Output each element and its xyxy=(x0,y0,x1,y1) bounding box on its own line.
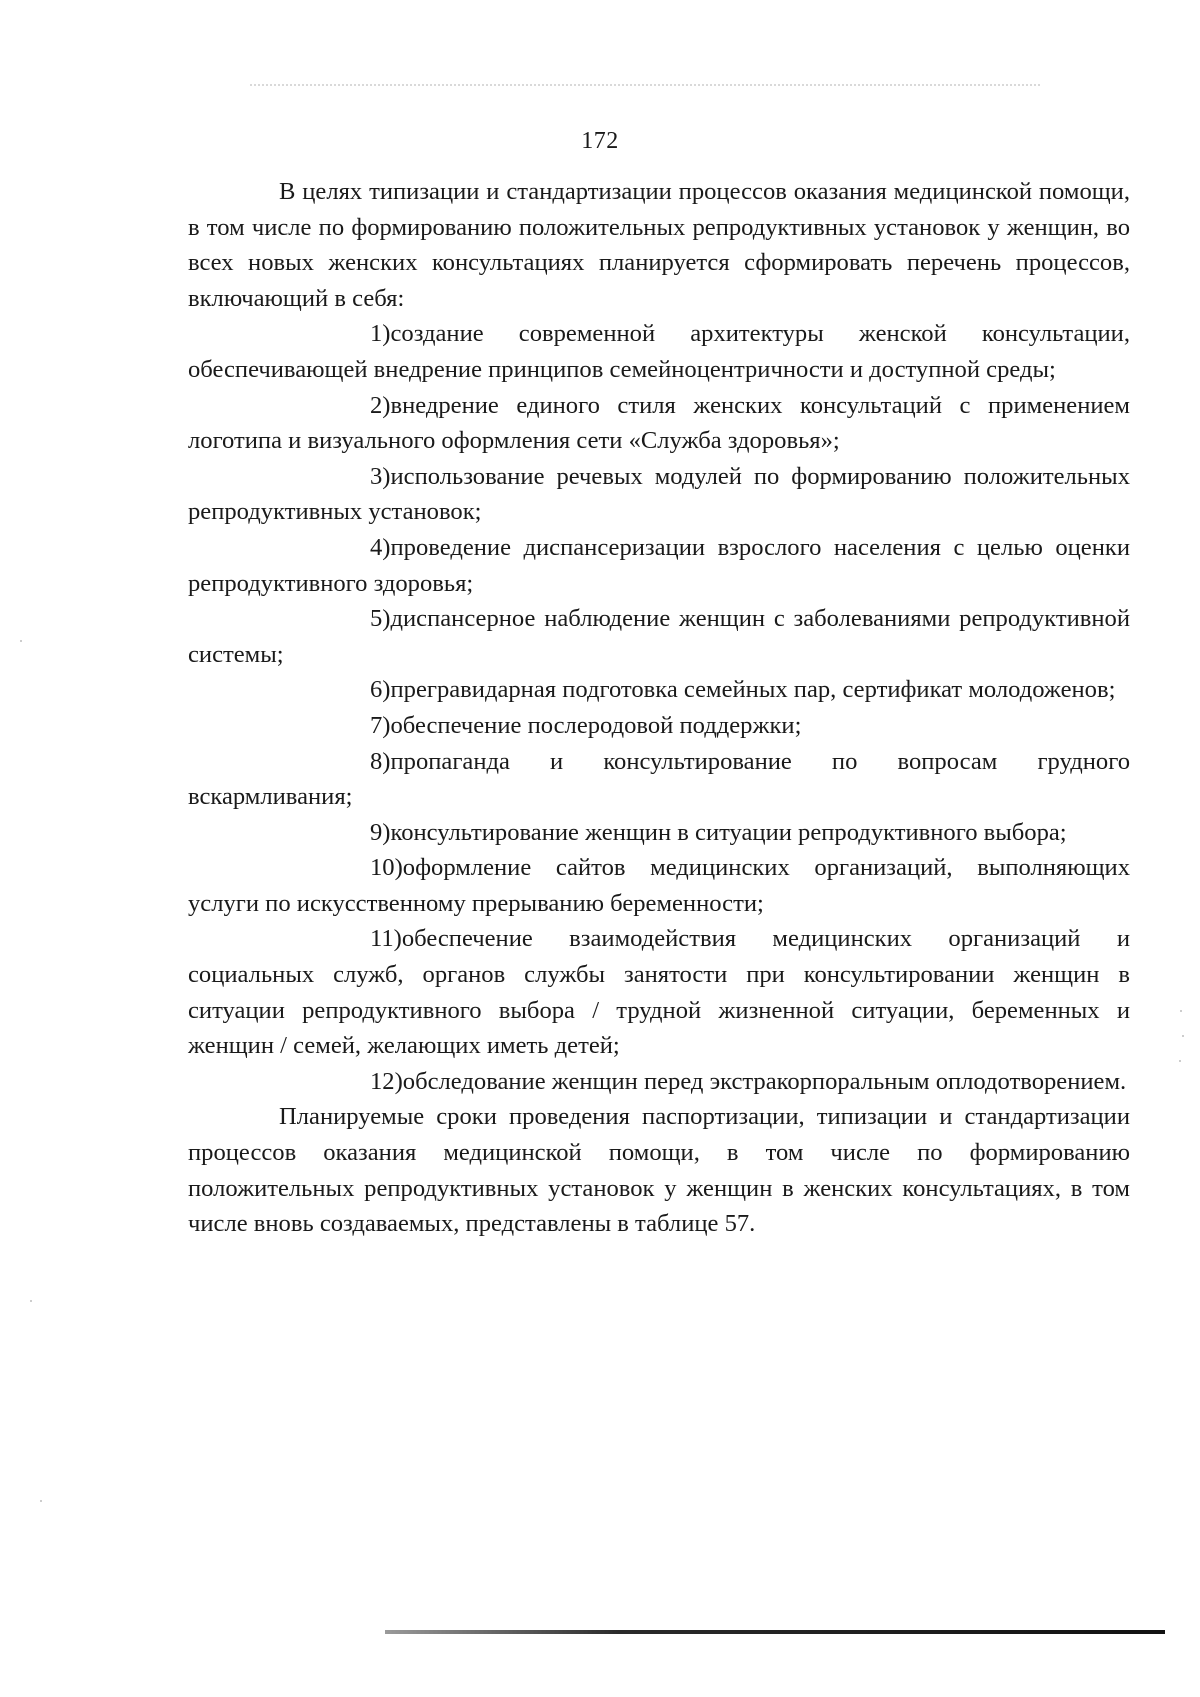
list-item xyxy=(188,601,1130,672)
list-item-number: 12) xyxy=(370,1067,403,1095)
list-item xyxy=(188,530,1130,601)
list-item xyxy=(188,708,1130,744)
list-item-number: 10) xyxy=(370,854,403,882)
scan-artifact-line xyxy=(250,84,1040,90)
list-item-number: 3) xyxy=(370,462,391,490)
list-item xyxy=(188,850,1130,921)
document-body xyxy=(188,174,1130,1242)
scan-speck xyxy=(40,1500,42,1502)
list-item xyxy=(188,459,1130,530)
list-item-number: 11) xyxy=(370,925,402,953)
list-item-text: использование речевых модулей по формированию положительных репродуктивных установок; xyxy=(188,462,1130,526)
list-item-number: 1) xyxy=(370,320,391,348)
list-item-text: обследование женщин перед экстракорпоральным оплодотворением. xyxy=(402,1067,1127,1095)
list-item-text: обеспечение взаимодействия медицинских организаций и социальных служб, органов службы занятости при консультировании женщин в ситуации репродуктивного выбора / трудной жизненной ситуации, беременных и женщин / семей, желающих иметь детей; xyxy=(188,925,1130,1060)
list-item-text: проведение диспансеризации взрослого населения с целью оценки репродуктивного здоровья; xyxy=(188,533,1130,597)
list-item-text: внедрение единого стиля женских консультаций с применением логотипа и визуального оформления сети «Служба здоровья»; xyxy=(188,391,1130,455)
list-item-number: 6) xyxy=(370,676,391,704)
scan-speck xyxy=(20,640,22,642)
page-number: 172 xyxy=(581,128,619,154)
list-item-number: 5) xyxy=(370,605,391,633)
closing-paragraph: Планируемые сроки проведения паспортизации, типизации и стандартизации процессов оказания медицинской помощи, в том числе по формированию положительных репродуктивных установок у женщин в женских консультациях, в том числе вновь создаваемых, представлены в таблице 57. xyxy=(188,1103,1130,1238)
list-item xyxy=(188,672,1130,708)
list-item-text: прегравидарная подготовка семейных пар, сертификат молодоженов; xyxy=(390,676,1116,704)
bottom-rule xyxy=(385,1630,1165,1634)
list-item-text: диспансерное наблюдение женщин с заболеваниями репродуктивной системы; xyxy=(188,605,1130,668)
list-item-number: 2) xyxy=(370,391,391,419)
list-item-number: 4) xyxy=(370,533,391,561)
scan-speck xyxy=(1179,1060,1181,1062)
list-item xyxy=(188,316,1130,387)
list-item xyxy=(188,1064,1130,1100)
list-item-text: консультирование женщин в ситуации репродуктивного выбора; xyxy=(390,818,1067,846)
list-item-number: 9) xyxy=(370,818,391,846)
scan-speck xyxy=(1182,1035,1184,1037)
list-item xyxy=(188,921,1130,1063)
list-item-text: оформление сайтов медицинских организаций, выполняющих услуги по искусственному прерыванию беременности; xyxy=(188,854,1130,917)
list-item-number: 8) xyxy=(370,747,391,775)
list-item-text: создание современной архитектуры женской консультации, обеспечивающей внедрение принципов семейноцентричности и доступной среды; xyxy=(188,320,1130,383)
list-item-number: 7) xyxy=(370,711,391,739)
list-item xyxy=(188,388,1130,459)
scan-speck xyxy=(30,1300,32,1302)
list-item-text: пропаганда и консультирование по вопросам грудного вскармливания; xyxy=(188,747,1130,811)
list-item xyxy=(188,744,1130,815)
list-item-text: обеспечение послеродовой поддержки; xyxy=(390,711,802,739)
intro-paragraph: В целях типизации и стандартизации процессов оказания медицинской помощи, в том числе по формированию положительных репродуктивных установок у женщин, во всех новых женских консультациях планируется сформировать перечень процессов, включающий в себя: xyxy=(188,178,1130,312)
list-item xyxy=(188,815,1130,851)
scan-speck xyxy=(1180,1010,1182,1012)
